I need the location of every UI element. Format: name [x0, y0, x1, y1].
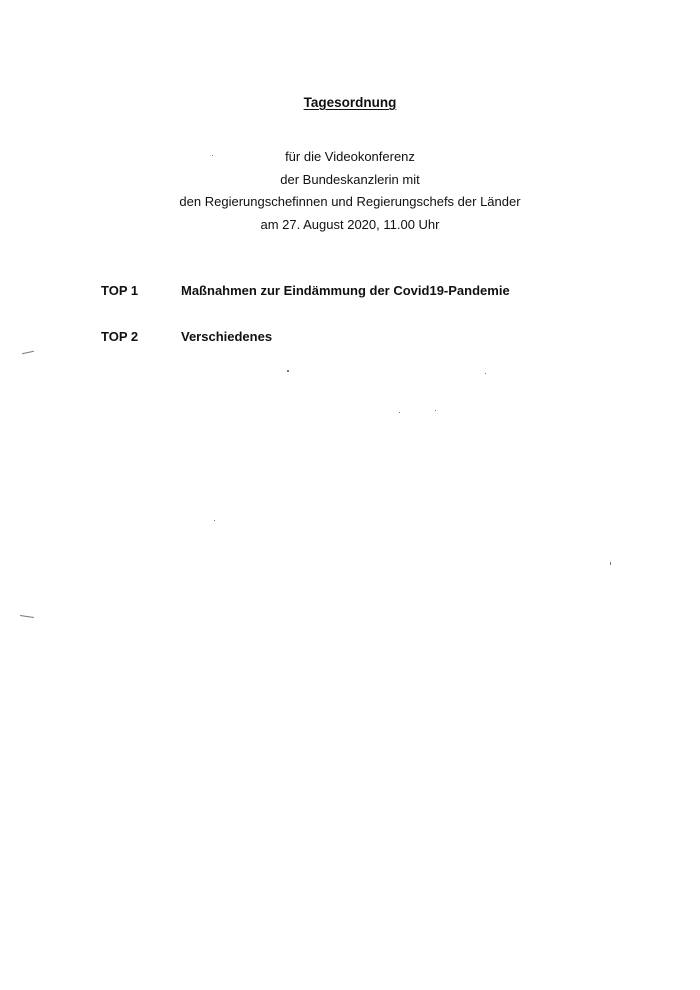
subtitle-line: der Bundeskanzlerin mit	[280, 171, 420, 187]
subtitle-line: den Regierungschefinnen und Regierungschefs der Länder	[179, 194, 521, 209]
scan-speck	[20, 615, 34, 618]
agenda-item-number: TOP 1	[101, 283, 139, 298]
scan-speck	[435, 410, 436, 411]
scan-speck	[212, 155, 213, 156]
meeting-date-line: am 27. August 2020, 11.00 Uhr	[260, 216, 440, 232]
scan-speck	[399, 412, 400, 413]
scan-speck	[22, 351, 34, 354]
agenda-item-text: Verschiedenes	[181, 329, 273, 344]
scan-speck	[287, 370, 289, 372]
scan-speck	[610, 562, 611, 565]
scan-speck	[485, 373, 486, 374]
agenda-item-number: TOP 2	[101, 329, 139, 344]
agenda-item-text: Maßnahmen zur Eindämmung der Covid19-Pandemie	[181, 283, 510, 298]
scan-speck	[214, 520, 215, 521]
document-title: Tagesordnung	[303, 95, 397, 110]
subtitle-line: für die Videokonferenz	[285, 149, 415, 164]
meeting-description	[0, 146, 700, 236]
